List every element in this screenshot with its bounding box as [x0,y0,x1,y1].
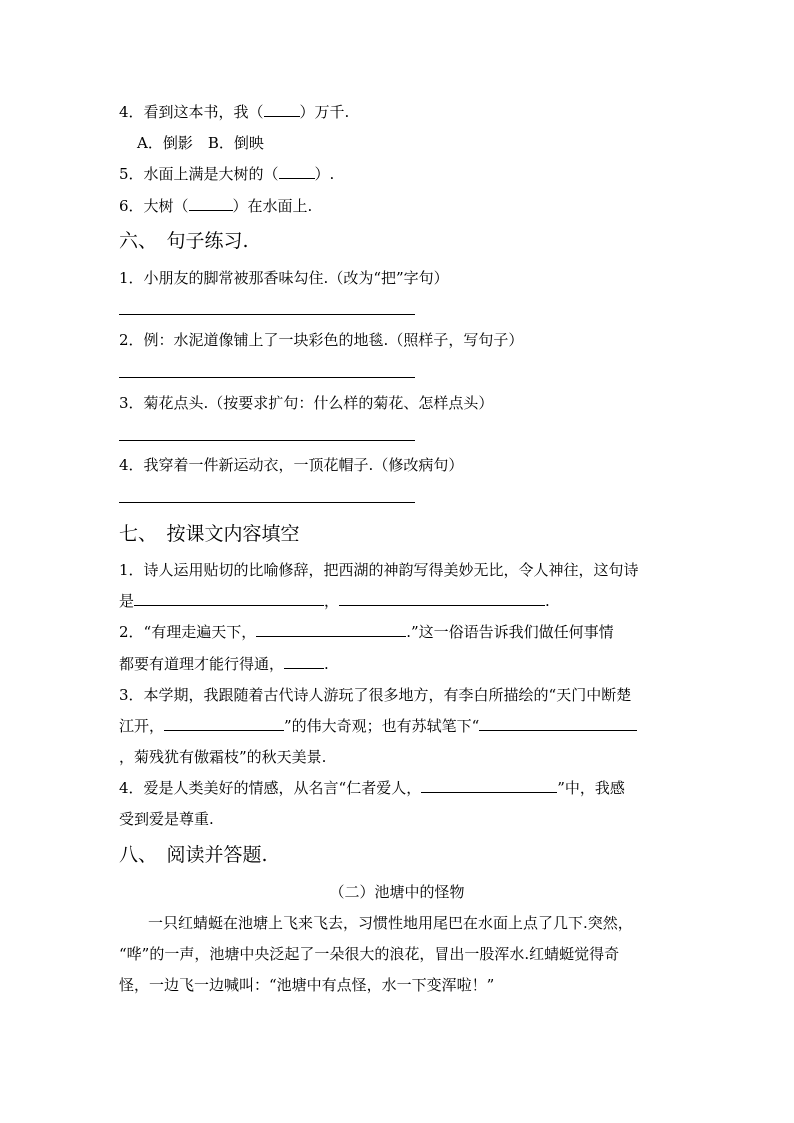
question-7-4-line-1 [119,778,625,798]
question-text: 2．“有理走遍天下， [119,623,257,641]
answer-blank[interactable] [264,102,300,117]
answer-line[interactable] [119,502,415,503]
question-5-4 [119,102,349,122]
reading-paragraph-line-3: 怪，一边飞一边喊叫：“池塘中有点怪，水一下变浑啦！” [119,976,495,994]
answer-line[interactable] [119,314,415,315]
question-text: ）. [314,165,335,183]
reading-title: （二）池塘中的怪物 [329,883,465,901]
question-text: ”的伟大奇观；也有苏轼笔下“ [284,717,480,735]
question-text: ”中，我感 [557,779,625,797]
answer-blank[interactable] [134,591,324,606]
question-text: ， [324,592,340,610]
question-text: 江开， [119,717,165,735]
question-7-2-line-1 [119,622,614,642]
question-text: ）万千. [299,103,350,121]
question-5-5 [119,164,334,184]
question-6-4: 4．我穿着一件新运动衣，一顶花帽子.（修改病句） [119,456,464,474]
answer-line[interactable] [119,440,415,441]
question-5-4-options: A．倒影 B．倒映 [137,134,264,152]
question-text: 4．看到这本书，我（ [119,103,264,121]
section-7-heading: 七、 按课文内容填空 [119,523,300,545]
question-7-3-line-3: ，菊残犹有傲霜枝”的秋天美景. [119,748,327,766]
question-7-3-line-2 [119,716,637,736]
question-text: 都要有道理才能行得通， [119,655,285,673]
question-text: 4．爱是人类美好的情感，从名言“仁者爱人， [119,779,422,797]
answer-blank[interactable] [284,654,324,669]
question-text: 6．大树（ [119,197,189,215]
question-text: . [324,655,329,673]
answer-line[interactable] [119,377,415,378]
answer-blank[interactable] [279,164,315,179]
question-text: 5．水面上满是大树的（ [119,165,279,183]
question-6-3: 3．菊花点头.（按要求扩句：什么样的菊花、怎样点头） [119,394,494,412]
section-6-heading: 六、 句子练习. [119,230,249,252]
question-7-4-line-2: 受到爱是尊重. [119,810,214,828]
question-7-2-line-2 [119,654,329,674]
question-5-6 [119,196,312,216]
question-7-1-line-1: 1．诗人运用贴切的比喻修辞，把西湖的神韵写得美妙无比，令人神往，这句诗 [119,561,639,579]
question-text: . [545,592,550,610]
answer-blank[interactable] [256,622,406,637]
question-6-2: 2．例：水泥道像铺上了一块彩色的地毯.（照样子，写句子） [119,331,524,349]
question-text: .”这一俗语告诉我们做任何事情 [406,623,614,641]
answer-blank[interactable] [339,591,545,606]
reading-paragraph-line-2: “哗”的一声，池塘中央泛起了一朵很大的浪花，冒出一股浑水.红蜻蜓觉得奇 [119,945,620,963]
question-7-1-line-2 [119,591,550,611]
answer-blank[interactable] [421,778,557,793]
question-6-1: 1．小朋友的脚常被那香味勾住.（改为“把”字句） [119,269,449,287]
answer-blank[interactable] [479,716,637,731]
reading-paragraph-line-1: 一只红蜻蜓在池塘上飞来飞去，习惯性地用尾巴在水面上点了几下.突然， [148,914,633,932]
section-8-heading: 八、 阅读并答题. [119,844,268,866]
question-text: 是 [119,592,135,610]
answer-blank[interactable] [189,196,233,211]
question-text: ）在水面上. [232,197,313,215]
answer-blank[interactable] [164,716,284,731]
question-7-3-line-1: 3．本学期，我跟随着古代诗人游玩了很多地方，有李白所描绘的“天门中断楚 [119,686,632,704]
